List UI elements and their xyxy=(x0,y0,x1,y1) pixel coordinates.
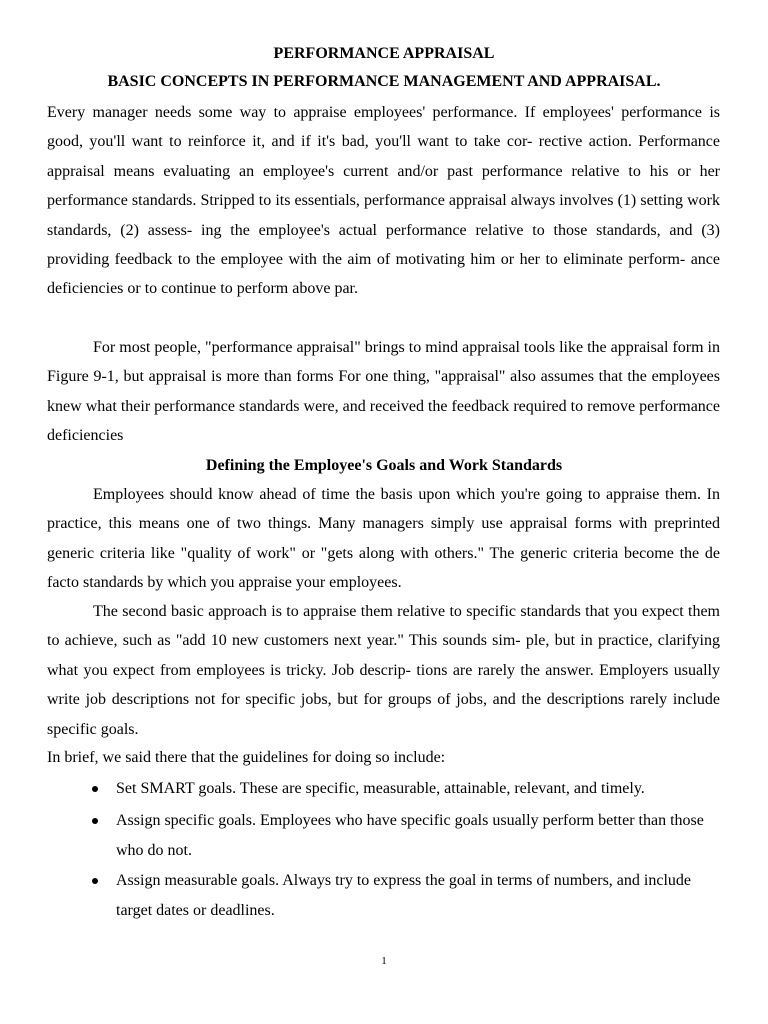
list-item-text: Assign measurable goals. Always try to express the goal in terms of numbers, and include target dates or deadlines. xyxy=(116,872,691,919)
list-item-text: Assign specific goals. Employees who have specific goals usually perform better than those who do not. xyxy=(116,812,704,859)
guidelines-lead-line: In brief, we said there that the guidelines for doing so include: xyxy=(47,749,446,766)
document-subtitle: BASIC CONCEPTS IN PERFORMANCE MANAGEMENT AND APPRAISAL. xyxy=(107,73,661,90)
list-item xyxy=(116,806,716,866)
section-paragraph-2: The second basic approach is to appraise them relative to specific standards that you expect them to achieve, such as "add 10 new customers next year." This sounds sim- ple, but in practice, clarifying what you expect from employees is tricky. Job descrip- tions are rarely the answer. Employers usually write job descriptions not for specific jobs, but for groups of jobs, and the descriptions rarely include specific goals. xyxy=(47,603,720,738)
page-number: 1 xyxy=(381,955,387,967)
bullet-icon xyxy=(92,818,98,824)
document-title: PERFORMANCE APPRAISAL xyxy=(273,45,495,62)
list-item xyxy=(116,774,716,804)
section-heading: Defining the Employee's Goals and Work Standards xyxy=(205,457,563,474)
body-paragraph: For most people, "performance appraisal" brings to mind appraisal tools like the appraisal form in Figure 9-1, but appraisal is more than forms For one thing, "appraisal" also assumes that the employees knew what their performance standards were, and received the feedback required to remove performance deficiencies xyxy=(47,339,720,445)
bullet-icon xyxy=(92,786,98,792)
list-item-text: Set SMART goals. These are specific, measurable, attainable, relevant, and timely. xyxy=(116,780,645,797)
intro-paragraph: Every manager needs some way to appraise employees' performance. If employees' performance is good, you'll want to reinforce it, and if it's bad, you'll want to take cor- rective action. Performance appraisal means evaluating an employee's current and/or past performance relative to his or her performance standards. Stripped to its essentials, performance appraisal always involves (1) setting work standards, (2) assess- ing the employee's actual performance relative to those standards, and (3) providing feedback to the employee with the aim of motivating him or her to eliminate perform- ance deficiencies or to continue to perform above par. xyxy=(47,104,720,298)
section-paragraph-1: Employees should know ahead of time the basis upon which you're going to appraise them. In practice, this means one of two things. Many managers simply use appraisal forms with preprinted generic criteria like "quality of work" or "gets along with others." The generic criteria become the de facto standards by which you appraise your employees. xyxy=(47,486,720,592)
list-item xyxy=(116,866,716,926)
bullet-icon xyxy=(92,878,98,884)
